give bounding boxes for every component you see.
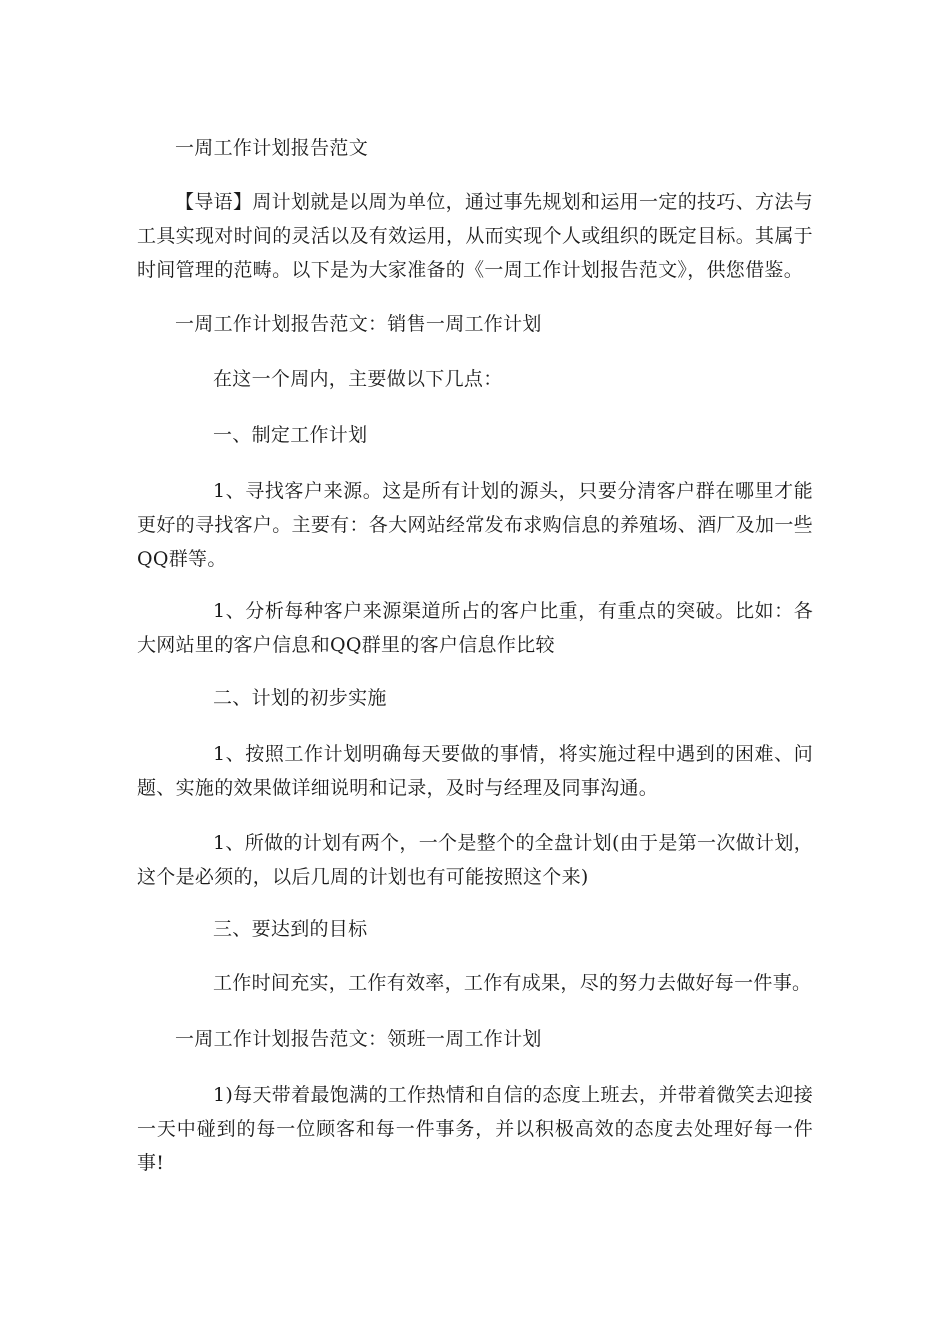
paragraph-overall-plan: 1、所做的计划有两个，一个是整个的全盘计划(由于是第一次做计划，这个是必须的，以后几周的计划也有可能按照这个来) xyxy=(137,832,813,888)
section-heading-supervisor: 一周工作计划报告范文：领班一周工作计划 xyxy=(175,1028,542,1050)
paragraph-analyze-customers: 1、分析每种客户来源渠道所占的客户比重，有重点的突破。比如：各大网站里的客户信息和QQ群里的客户信息作比较 xyxy=(137,600,813,656)
paragraph-goals: 工作时间充实，工作有效率，工作有成果，尽的努力去做好每一件事。 xyxy=(213,972,812,994)
section-heading-sales: 一周工作计划报告范文：销售一周工作计划 xyxy=(175,313,542,335)
document-title: 一周工作计划报告范文 xyxy=(175,137,369,159)
section-lead-text: 在这一个周内，主要做以下几点： xyxy=(213,368,503,390)
part-heading-plan: 一、制定工作计划 xyxy=(213,424,368,446)
paragraph-find-customers: 1、寻找客户来源。这是所有计划的源头，只要分清客户群在哪里才能更好的寻找客户。主要有：各大网站经常发布求购信息的养殖场、酒厂及加一些QQ群等。 xyxy=(137,480,813,570)
intro-paragraph: 【导语】周计划就是以周为单位，通过事先规划和运用一定的技巧、方法与工具实现对时间的灵活以及有效运用，从而实现个人或组织的既定目标。其属于时间管理的范畴。以下是为大家准备的《一周工作计划报告范文》，供您借鉴。 xyxy=(137,191,813,281)
part-heading-goals: 三、要达到的目标 xyxy=(213,918,368,940)
paragraph-daily-attitude: 1)每天带着最饱满的工作热情和自信的态度上班去，并带着微笑去迎接一天中碰到的每一位顾客和每一件事务，并以积极高效的态度去处理好每一件事! xyxy=(137,1084,813,1174)
paragraph-daily-tasks: 1、按照工作计划明确每天要做的事情，将实施过程中遇到的困难、问题、实施的效果做详细说明和记录，及时与经理及同事沟通。 xyxy=(137,743,813,799)
part-heading-implementation: 二、计划的初步实施 xyxy=(213,687,387,709)
